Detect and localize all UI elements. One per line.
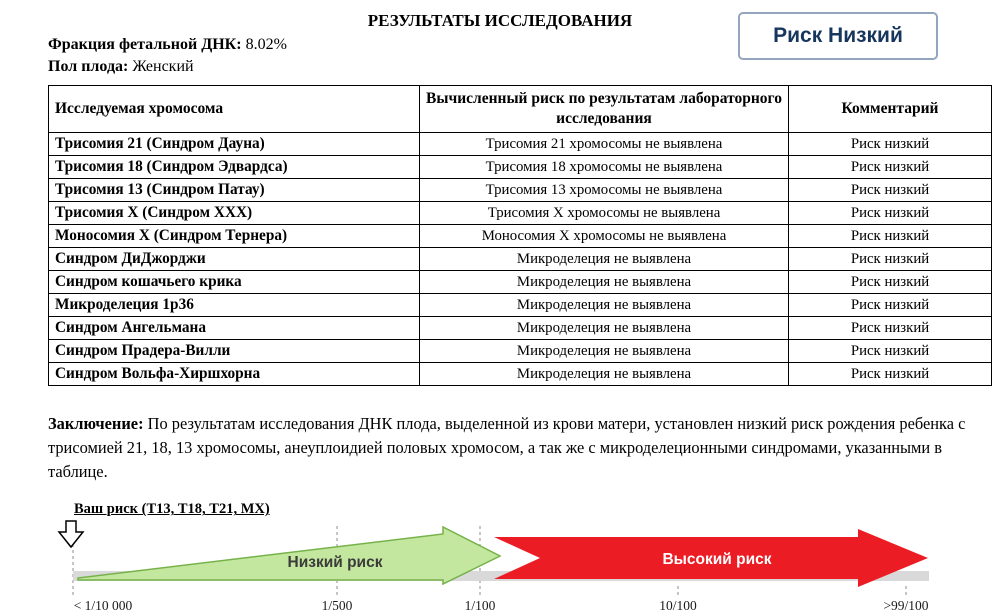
table-row <box>49 248 992 271</box>
table-row <box>49 363 992 386</box>
tick-label: >99/100 <box>883 598 929 614</box>
col-header-risk: Вычисленный риск по результатам лабораторного исследования <box>420 86 789 133</box>
result-cell: Трисомия Х хромосомы не выявлена <box>420 202 789 225</box>
chromosome-cell: Трисомия Х (Синдром ХХХ) <box>49 202 420 225</box>
result-cell: Микроделеция не выявлена <box>420 317 789 340</box>
result-cell: Трисомия 13 хромосомы не выявлена <box>420 179 789 202</box>
chromosome-cell: Синдром ДиДжорджи <box>49 248 420 271</box>
comment-cell: Риск низкий <box>789 156 992 179</box>
comment-cell: Риск низкий <box>789 202 992 225</box>
result-cell: Микроделеция не выявлена <box>420 294 789 317</box>
conclusion-paragraph <box>48 412 972 484</box>
table-row <box>49 340 992 363</box>
table-row <box>49 133 992 156</box>
fetal-sex-value: Женский <box>132 58 194 75</box>
table-row <box>49 225 992 248</box>
chromosome-cell: Микроделеция 1p36 <box>49 294 420 317</box>
comment-cell: Риск низкий <box>789 225 992 248</box>
high-risk-label: Высокий риск <box>662 551 772 569</box>
fetal-fraction-label: Фракция фетальной ДНК: <box>48 36 242 53</box>
result-cell: Трисомия 18 хромосомы не выявлена <box>420 156 789 179</box>
table-row <box>49 271 992 294</box>
comment-cell: Риск низкий <box>789 317 992 340</box>
fetal-fraction-value: 8.02% <box>245 36 287 53</box>
table-row <box>49 317 992 340</box>
col-header-comment: Комментарий <box>789 86 992 133</box>
fetal-sex-label: Пол плода: <box>48 58 129 75</box>
table-row <box>49 156 992 179</box>
table-row <box>49 294 992 317</box>
tick-label: < 1/10 000 <box>73 598 133 614</box>
tick-label: 10/100 <box>659 598 697 614</box>
chromosome-cell: Трисомия 21 (Синдром Дауна) <box>49 133 420 156</box>
result-cell: Трисомия 21 хромосомы не выявлена <box>420 133 789 156</box>
col-header-chromosome: Исследуемая хромосома <box>49 86 420 133</box>
low-risk-label: Низкий риск <box>287 554 383 572</box>
risk-scale-graphic <box>48 520 952 616</box>
table-row <box>49 202 992 225</box>
result-cell: Моносомия Х хромосомы не выявлена <box>420 225 789 248</box>
comment-cell: Риск низкий <box>789 179 992 202</box>
tick-label: 1/100 <box>464 598 496 614</box>
comment-cell: Риск низкий <box>789 133 992 156</box>
results-table <box>48 85 992 386</box>
chromosome-cell: Моносомия Х (Синдром Тернера) <box>49 225 420 248</box>
risk-scale-diagram <box>48 500 952 616</box>
chromosome-cell: Синдром кошачьего крика <box>49 271 420 294</box>
comment-cell: Риск низкий <box>789 248 992 271</box>
comment-cell: Риск низкий <box>789 340 992 363</box>
chromosome-cell: Трисомия 13 (Синдром Патау) <box>49 179 420 202</box>
comment-cell: Риск низкий <box>789 363 992 386</box>
page-title: РЕЗУЛЬТАТЫ ИССЛЕДОВАНИЯ <box>367 11 633 30</box>
risk-status-badge: Риск Низкий <box>738 12 938 60</box>
chromosome-cell: Синдром Прадера-Вилли <box>49 340 420 363</box>
chromosome-cell: Синдром Вольфа-Хиршхорна <box>49 363 420 386</box>
tick-label: 1/500 <box>321 598 353 614</box>
conclusion-label: Заключение: <box>48 414 144 433</box>
result-cell: Микроделеция не выявлена <box>420 340 789 363</box>
comment-cell: Риск низкий <box>789 294 992 317</box>
chromosome-cell: Синдром Ангельмана <box>49 317 420 340</box>
result-cell: Микроделеция не выявлена <box>420 363 789 386</box>
comment-cell: Риск низкий <box>789 271 992 294</box>
your-risk-label: Ваш риск (Т13, Т18, Т21, МХ) <box>74 501 270 518</box>
conclusion-text: По результатам исследования ДНК плода, выделенной из крови матери, установлен низкий риск рождения ребенка с трисомией 21, 18, 13 хромосомы, анеуплоидией половых хромосом, а так же с микроделеционными синдромами, указанными в таблице. <box>48 414 966 481</box>
table-row <box>49 179 992 202</box>
result-cell: Микроделеция не выявлена <box>420 271 789 294</box>
table-header-row <box>49 86 992 133</box>
chromosome-cell: Трисомия 18 (Синдром Эдвардса) <box>49 156 420 179</box>
result-cell: Микроделеция не выявлена <box>420 248 789 271</box>
your-risk-pointer-icon <box>59 521 83 547</box>
